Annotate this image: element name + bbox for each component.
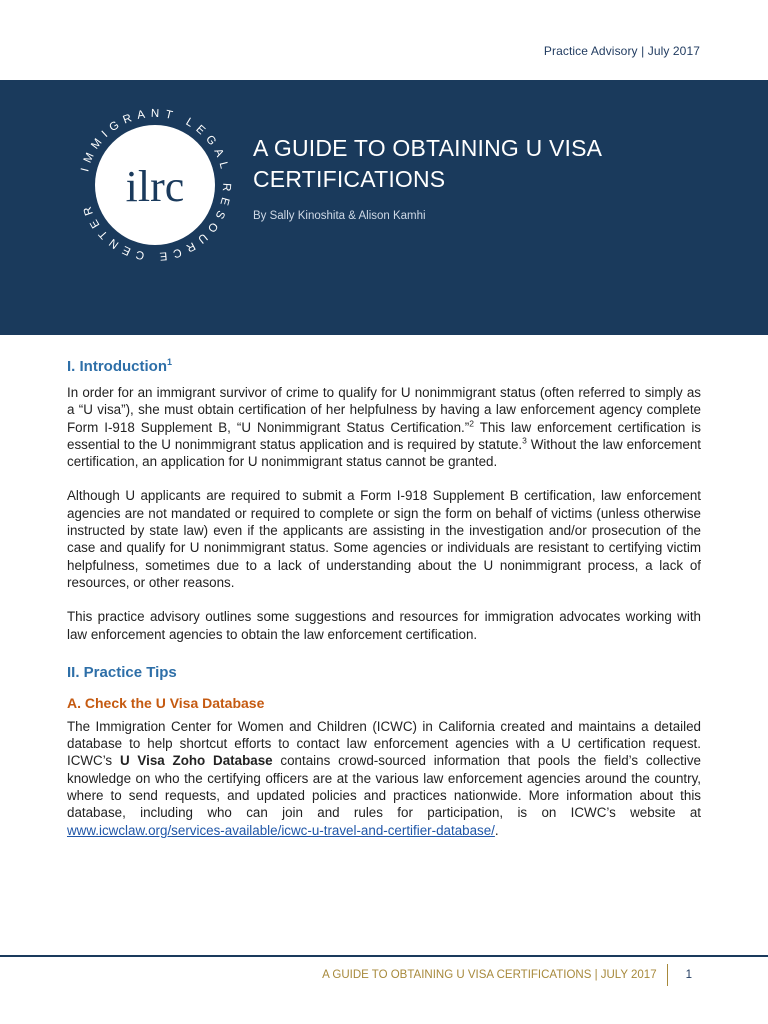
logo-ring-text: IMMIGRANT LEGAL RESOURCE CENTER bbox=[79, 107, 233, 263]
footnote-ref-3: 3 bbox=[522, 435, 527, 446]
intro-paragraph-2: Although U applicants are required to submit a Form I-918 Supplement B certification, law enforcement agencies are not mandated or required to complete or sign the form on behalf of victims (unless otherwise instructed by state law) even if the applicants are assisting in the investigation and/or prosecution of the case and qualify for U nonimmigrant status. Some agencies or individuals are resistant to certifying victim helpfulness, sometimes due to a lack of understanding about the U nonimmigrant process, a lack of resources, or other reasons. bbox=[67, 488, 701, 590]
section-heading-practice-tips: II. Practice Tips bbox=[67, 663, 177, 681]
footer bbox=[322, 964, 692, 986]
document-title: A GUIDE TO OBTAINING U VISA CERTIFICATIONS bbox=[253, 135, 601, 192]
authors: By Sally Kinoshita & Alison Kamhi bbox=[253, 210, 426, 222]
practice-advisory-date: Practice Advisory | July 2017 bbox=[543, 44, 700, 58]
subheading-check-database: A. Check the U Visa Database bbox=[67, 694, 265, 711]
main-content bbox=[67, 352, 701, 856]
database-paragraph: The Immigration Center for Women and Children (ICWC) in California created and maintains a detailed database to help shortcut efforts to contact law enforcement agencies with a U certification request. ICWC’s U Visa Zoho Database contains crowd-sourced information that pools the field’s collective knowledge on who the certifying officers are at the various law enforcement agencies around the country, where to send requests, and updated policies and practices nationwide. More information about this database, including who can join and rules for participation, is on ICWC’s website at www.icwclaw.org/services-available/icwc-u-travel-and-certifier-database/. bbox=[67, 718, 701, 838]
section-heading-introduction: I. Introduction$^1$ bbox=[67, 357, 172, 375]
intro-paragraph-3: This practice advisory outlines some suggestions and resources for immigration advocates working with law enforcement agencies to obtain the law enforcement certification. bbox=[67, 609, 701, 642]
footer-title: A GUIDE TO OBTAINING U VISA CERTIFICATIONS | JULY 2017 bbox=[322, 969, 657, 981]
footnote-ref-1: 1 bbox=[166, 357, 172, 367]
icwc-database-link[interactable]: www.icwclaw.org/services-available/icwc-u-travel-and-certifier-database/ bbox=[67, 822, 495, 838]
ilrc-logo bbox=[70, 100, 240, 270]
logo-mark: ilrc bbox=[125, 162, 185, 211]
footnote-ref-2: 2 bbox=[469, 418, 474, 429]
page-number: 1 bbox=[685, 969, 692, 981]
footer-separator bbox=[667, 964, 668, 986]
database-name: U Visa Zoho Database bbox=[119, 753, 273, 769]
intro-paragraph-1: In order for an immigrant survivor of crime to qualify for U nonimmigrant status (often referred to simply as a “U visa”), she must obtain certification of her helpfulness by having a law enforcement agency complete Form I-918 Supplement B, “U Nonimmigrant Status Certification.”$^2$ This law enforcement certification is essential to the U nonimmigrant status application and is required by statute.$^3$ Without the law enforcement certification, an application for U nonimmigrant status cannot be granted. bbox=[67, 385, 701, 470]
footer-rule bbox=[0, 955, 768, 957]
